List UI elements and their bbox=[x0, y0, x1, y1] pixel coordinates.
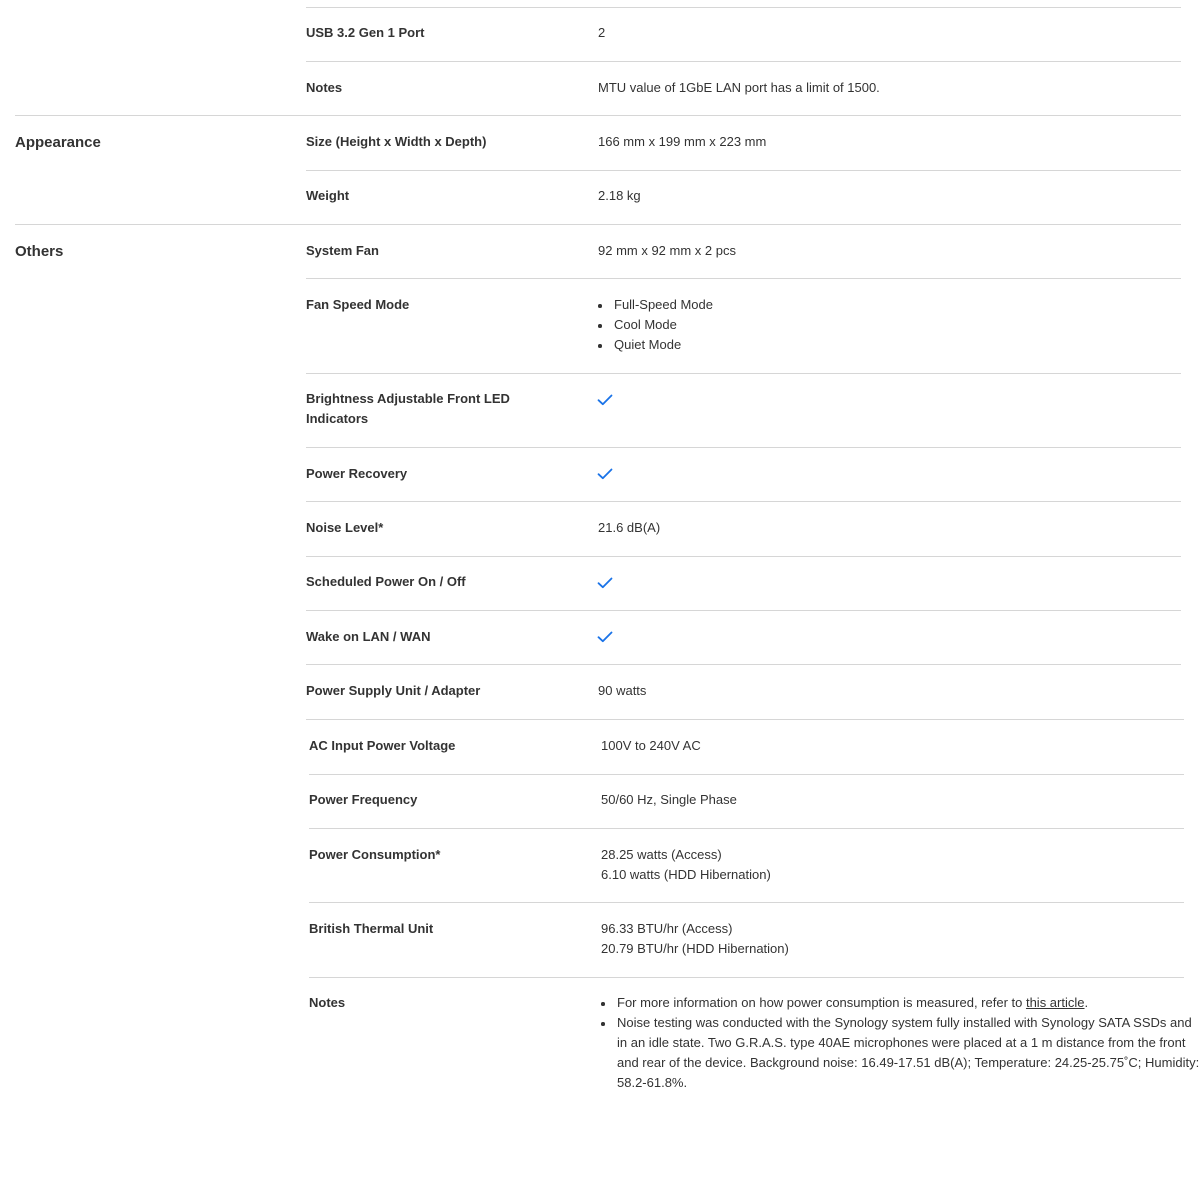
spec-value-ac-input: 100V to 240V AC bbox=[601, 738, 701, 753]
btu-hibernation: 20.79 BTU/hr (HDD Hibernation) bbox=[601, 941, 789, 956]
notes-list bbox=[600, 993, 1200, 1093]
row-divider bbox=[306, 719, 1184, 720]
row-divider bbox=[306, 278, 1181, 279]
spec-label-btu: British Thermal Unit bbox=[309, 921, 434, 936]
row-divider bbox=[306, 61, 1181, 62]
fan-mode-item: Full-Speed Mode bbox=[597, 295, 713, 315]
this-article-link[interactable]: this article bbox=[1025, 995, 1085, 1010]
spec-label-power-consumption: Power Consumption* bbox=[309, 847, 441, 862]
spec-label-line: Indicators bbox=[306, 411, 369, 426]
section-divider bbox=[15, 115, 1181, 116]
spec-value-mtu-note: MTU value of 1GbE LAN port has a limit of 1500. bbox=[598, 80, 880, 95]
section-divider bbox=[15, 224, 1181, 225]
spec-label-notes: Notes bbox=[306, 80, 343, 95]
spec-value-system-fan: 92 mm x 92 mm x 2 pcs bbox=[598, 243, 736, 258]
row-divider bbox=[306, 664, 1181, 665]
spec-value-btu bbox=[601, 919, 789, 959]
spec-value-psu: 90 watts bbox=[598, 683, 647, 698]
row-divider bbox=[309, 902, 1184, 903]
spec-label-system-fan: System Fan bbox=[306, 243, 379, 258]
spec-label-power-frequency: Power Frequency bbox=[309, 792, 418, 807]
spec-label-power-recovery: Power Recovery bbox=[306, 466, 408, 481]
spec-label-wake-on-lan: Wake on LAN / WAN bbox=[306, 629, 431, 644]
row-divider bbox=[306, 501, 1181, 502]
category-others: Others bbox=[15, 243, 64, 260]
check-icon bbox=[597, 468, 613, 480]
row-divider bbox=[306, 556, 1181, 557]
spec-value-size: 166 mm x 199 mm x 223 mm bbox=[598, 134, 767, 149]
consumption-access: 28.25 watts (Access) bbox=[601, 847, 722, 862]
check-icon bbox=[597, 631, 613, 643]
row-divider bbox=[306, 373, 1181, 374]
spec-label-led-indicators bbox=[306, 389, 536, 429]
spec-label-fan-speed-mode: Fan Speed Mode bbox=[306, 297, 410, 312]
spec-label-notes: Notes bbox=[309, 995, 346, 1010]
spec-value-usb-port: 2 bbox=[598, 25, 606, 40]
spec-value-power-frequency: 50/60 Hz, Single Phase bbox=[601, 792, 737, 807]
row-divider bbox=[306, 610, 1181, 611]
spec-label-usb-port: USB 3.2 Gen 1 Port bbox=[306, 25, 425, 40]
check-icon bbox=[597, 394, 613, 406]
spec-label-line: Brightness Adjustable Front LED bbox=[306, 391, 510, 406]
check-icon bbox=[597, 577, 613, 589]
spec-value-weight: 2.18 kg bbox=[598, 188, 641, 203]
spec-label-weight: Weight bbox=[306, 188, 350, 203]
spec-value-noise-level: 21.6 dB(A) bbox=[598, 520, 661, 535]
category-appearance: Appearance bbox=[15, 134, 101, 151]
spec-label-noise-level: Noise Level* bbox=[306, 520, 384, 535]
fan-mode-item: Cool Mode bbox=[597, 315, 713, 335]
spec-label-scheduled-power: Scheduled Power On / Off bbox=[306, 574, 466, 589]
btu-access: 96.33 BTU/hr (Access) bbox=[601, 921, 733, 936]
spec-label-size: Size (Height x Width x Depth) bbox=[306, 134, 487, 149]
row-divider bbox=[309, 828, 1184, 829]
note-item bbox=[600, 993, 1200, 1013]
spec-label-psu: Power Supply Unit / Adapter bbox=[306, 683, 481, 698]
note-text: For more information on how power consumption is measured, refer to bbox=[617, 995, 1026, 1010]
note-item: Noise testing was conducted with the Synology system fully installed with Synology SATA SSDs and in an idle state. Two G.R.A.S. type 40AE microphones were placed at a 1 m distance from the front and rear of the device. Background noise: 16.49-17.51 dB(A); Temperature: 24.25-25.75˚C; Humidity: 58.2-61.8%. bbox=[600, 1013, 1200, 1093]
row-divider bbox=[309, 774, 1184, 775]
spec-label-ac-input: AC Input Power Voltage bbox=[309, 738, 456, 753]
row-divider bbox=[306, 7, 1181, 8]
row-divider bbox=[306, 447, 1181, 448]
fan-mode-list bbox=[597, 295, 713, 355]
fan-mode-item: Quiet Mode bbox=[597, 335, 713, 355]
spec-value-power-consumption bbox=[601, 845, 771, 885]
row-divider bbox=[306, 170, 1181, 171]
row-divider bbox=[309, 977, 1184, 978]
note-text: . bbox=[1084, 995, 1089, 1010]
consumption-hibernation: 6.10 watts (HDD Hibernation) bbox=[601, 867, 771, 882]
